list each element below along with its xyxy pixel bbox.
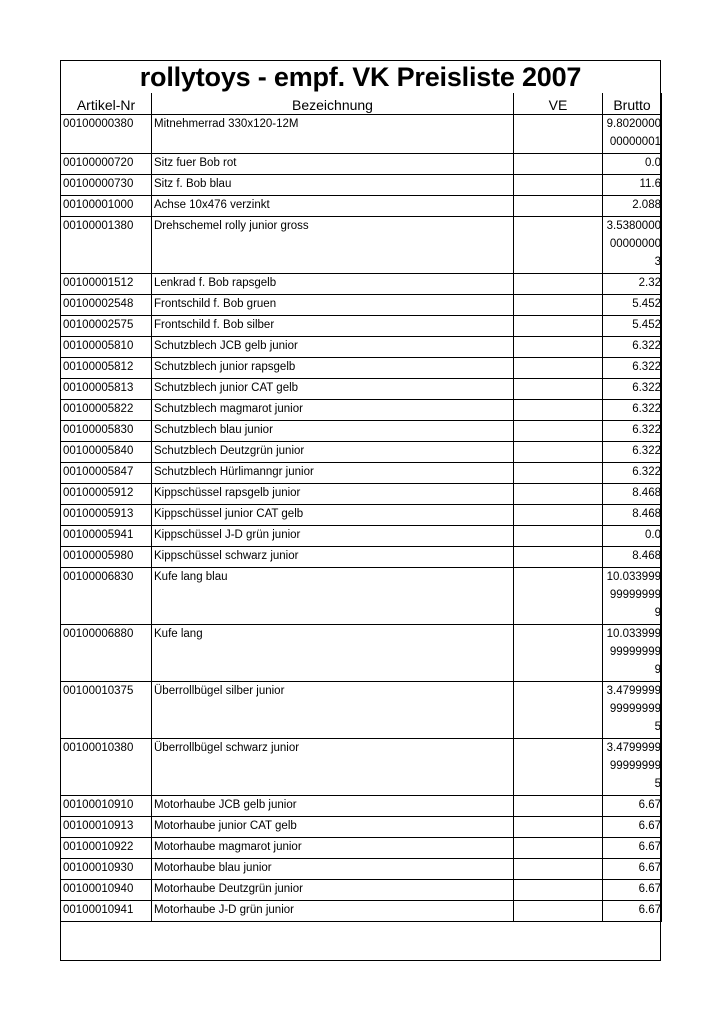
- header-row: [61, 93, 662, 115]
- ve-cell: [514, 154, 603, 175]
- brutto-cell: 10.033999 99999999 9: [603, 568, 662, 625]
- artikel-cell: 00100005812: [61, 358, 152, 379]
- table-row: [61, 880, 662, 901]
- table-row: [61, 484, 662, 505]
- brutto-cell: 9.8020000 00000001: [603, 115, 662, 154]
- table-row: [61, 337, 662, 358]
- artikel-cell: 00100010930: [61, 859, 152, 880]
- ve-cell: [514, 115, 603, 154]
- artikel-cell: 00100010380: [61, 739, 152, 796]
- artikel-cell: 00100001380: [61, 217, 152, 274]
- artikel-cell: 00100005810: [61, 337, 152, 358]
- table-row: [61, 625, 662, 682]
- ve-cell: [514, 568, 603, 625]
- bezeichnung-cell: Schutzblech junior CAT gelb: [152, 379, 514, 400]
- bezeichnung-cell: Überrollbügel schwarz junior: [152, 739, 514, 796]
- brutto-cell: 2.32: [603, 274, 662, 295]
- brutto-cell: 6.322: [603, 337, 662, 358]
- brutto-cell: 5.452: [603, 295, 662, 316]
- ve-cell: [514, 547, 603, 568]
- artikel-cell: 00100006880: [61, 625, 152, 682]
- table-row: [61, 901, 662, 922]
- bezeichnung-cell: Motorhaube J-D grün junior: [152, 901, 514, 922]
- bezeichnung-cell: Sitz fuer Bob rot: [152, 154, 514, 175]
- table-row: [61, 175, 662, 196]
- table-row: [61, 547, 662, 568]
- artikel-cell: 00100005847: [61, 463, 152, 484]
- table-row: [61, 154, 662, 175]
- brutto-cell: 6.322: [603, 421, 662, 442]
- artikel-cell: 00100010940: [61, 880, 152, 901]
- bezeichnung-cell: Motorhaube magmarot junior: [152, 838, 514, 859]
- bezeichnung-cell: Überrollbügel silber junior: [152, 682, 514, 739]
- artikel-cell: 00100000730: [61, 175, 152, 196]
- artikel-cell: 00100010913: [61, 817, 152, 838]
- bezeichnung-cell: Drehschemel rolly junior gross: [152, 217, 514, 274]
- table-row: [61, 379, 662, 400]
- table-row: [61, 568, 662, 625]
- table-row: [61, 217, 662, 274]
- bezeichnung-cell: Kufe lang blau: [152, 568, 514, 625]
- table-row: [61, 358, 662, 379]
- ve-cell: [514, 859, 603, 880]
- ve-cell: [514, 796, 603, 817]
- bezeichnung-cell: Schutzblech Hürlimanngr junior: [152, 463, 514, 484]
- ve-cell: [514, 295, 603, 316]
- artikel-cell: 00100010941: [61, 901, 152, 922]
- brutto-cell: 5.452: [603, 316, 662, 337]
- table-row: [61, 796, 662, 817]
- table-row: [61, 442, 662, 463]
- bezeichnung-cell: Schutzblech blau junior: [152, 421, 514, 442]
- brutto-cell: 3.5380000 00000000 3: [603, 217, 662, 274]
- brutto-cell: 6.67: [603, 859, 662, 880]
- ve-cell: [514, 838, 603, 859]
- column-header-artikel: Artikel-Nr: [61, 93, 152, 115]
- artikel-cell: 00100010375: [61, 682, 152, 739]
- artikel-cell: 00100000380: [61, 115, 152, 154]
- bezeichnung-cell: Motorhaube Deutzgrün junior: [152, 880, 514, 901]
- page-title: rollytoys - empf. VK Preisliste 2007: [139, 62, 582, 92]
- table-row: [61, 400, 662, 421]
- ve-cell: [514, 484, 603, 505]
- ve-cell: [514, 421, 603, 442]
- ve-cell: [514, 739, 603, 796]
- bezeichnung-cell: Lenkrad f. Bob rapsgelb: [152, 274, 514, 295]
- bezeichnung-cell: Kippschüssel schwarz junior: [152, 547, 514, 568]
- artikel-cell: 00100005813: [61, 379, 152, 400]
- ve-cell: [514, 217, 603, 274]
- brutto-cell: 10.033999 99999999 9: [603, 625, 662, 682]
- ve-cell: [514, 196, 603, 217]
- bezeichnung-cell: Schutzblech magmarot junior: [152, 400, 514, 421]
- price-list-sheet: [60, 60, 661, 961]
- artikel-cell: 00100000720: [61, 154, 152, 175]
- brutto-cell: 8.468: [603, 505, 662, 526]
- artikel-cell: 00100005830: [61, 421, 152, 442]
- artikel-cell: 00100005822: [61, 400, 152, 421]
- table-body: [61, 115, 662, 922]
- bezeichnung-cell: Mitnehmerrad 330x120-12M: [152, 115, 514, 154]
- brutto-cell: 6.322: [603, 463, 662, 484]
- brutto-cell: 3.4799999 99999999 5: [603, 739, 662, 796]
- table-row: [61, 838, 662, 859]
- artikel-cell: 00100006830: [61, 568, 152, 625]
- bezeichnung-cell: Kippschüssel J-D grün junior: [152, 526, 514, 547]
- artikel-cell: 00100002548: [61, 295, 152, 316]
- artikel-cell: 00100005840: [61, 442, 152, 463]
- brutto-cell: 6.67: [603, 796, 662, 817]
- bezeichnung-cell: Sitz f. Bob blau: [152, 175, 514, 196]
- artikel-cell: 00100010910: [61, 796, 152, 817]
- bezeichnung-cell: Motorhaube junior CAT gelb: [152, 817, 514, 838]
- column-header-ve: VE: [514, 93, 603, 115]
- artikel-cell: 00100010922: [61, 838, 152, 859]
- brutto-cell: 6.67: [603, 838, 662, 859]
- brutto-cell: 6.322: [603, 379, 662, 400]
- brutto-cell: 2.088: [603, 196, 662, 217]
- brutto-cell: 6.67: [603, 880, 662, 901]
- bezeichnung-cell: Frontschild f. Bob silber: [152, 316, 514, 337]
- ve-cell: [514, 682, 603, 739]
- bezeichnung-cell: Schutzblech JCB gelb junior: [152, 337, 514, 358]
- table-row: [61, 817, 662, 838]
- ve-cell: [514, 400, 603, 421]
- table-row: [61, 316, 662, 337]
- bezeichnung-cell: Schutzblech Deutzgrün junior: [152, 442, 514, 463]
- ve-cell: [514, 337, 603, 358]
- column-header-brutto: Brutto: [603, 93, 662, 115]
- ve-cell: [514, 358, 603, 379]
- ve-cell: [514, 901, 603, 922]
- brutto-cell: 6.322: [603, 400, 662, 421]
- ve-cell: [514, 316, 603, 337]
- bezeichnung-cell: Kufe lang: [152, 625, 514, 682]
- artikel-cell: 00100001512: [61, 274, 152, 295]
- artikel-cell: 00100005941: [61, 526, 152, 547]
- brutto-cell: 3.4799999 99999999 5: [603, 682, 662, 739]
- brutto-cell: 6.67: [603, 817, 662, 838]
- table-row: [61, 421, 662, 442]
- bezeichnung-cell: Schutzblech junior rapsgelb: [152, 358, 514, 379]
- brutto-cell: 6.322: [603, 442, 662, 463]
- table-row: [61, 274, 662, 295]
- table-row: [61, 859, 662, 880]
- brutto-cell: 8.468: [603, 484, 662, 505]
- brutto-cell: 8.468: [603, 547, 662, 568]
- table-row: [61, 295, 662, 316]
- table-row: [61, 463, 662, 484]
- ve-cell: [514, 625, 603, 682]
- brutto-cell: 6.322: [603, 358, 662, 379]
- bezeichnung-cell: Achse 10x476 verzinkt: [152, 196, 514, 217]
- ve-cell: [514, 175, 603, 196]
- column-header-bezeichnung: Bezeichnung: [152, 93, 514, 115]
- ve-cell: [514, 817, 603, 838]
- brutto-cell: 0.0: [603, 526, 662, 547]
- artikel-cell: 00100002575: [61, 316, 152, 337]
- bezeichnung-cell: Kippschüssel rapsgelb junior: [152, 484, 514, 505]
- bezeichnung-cell: Frontschild f. Bob gruen: [152, 295, 514, 316]
- artikel-cell: 00100005912: [61, 484, 152, 505]
- ve-cell: [514, 463, 603, 484]
- ve-cell: [514, 505, 603, 526]
- ve-cell: [514, 274, 603, 295]
- artikel-cell: 00100001000: [61, 196, 152, 217]
- table-row: [61, 682, 662, 739]
- brutto-cell: 11.6: [603, 175, 662, 196]
- ve-cell: [514, 880, 603, 901]
- bezeichnung-cell: Motorhaube blau junior: [152, 859, 514, 880]
- table-row: [61, 739, 662, 796]
- bezeichnung-cell: Kippschüssel junior CAT gelb: [152, 505, 514, 526]
- table-row: [61, 526, 662, 547]
- ve-cell: [514, 526, 603, 547]
- brutto-cell: 0.0: [603, 154, 662, 175]
- bezeichnung-cell: Motorhaube JCB gelb junior: [152, 796, 514, 817]
- price-table: [60, 93, 662, 922]
- brutto-cell: 6.67: [603, 901, 662, 922]
- ve-cell: [514, 442, 603, 463]
- table-row: [61, 115, 662, 154]
- table-row: [61, 505, 662, 526]
- artikel-cell: 00100005913: [61, 505, 152, 526]
- artikel-cell: 00100005980: [61, 547, 152, 568]
- ve-cell: [514, 379, 603, 400]
- table-row: [61, 196, 662, 217]
